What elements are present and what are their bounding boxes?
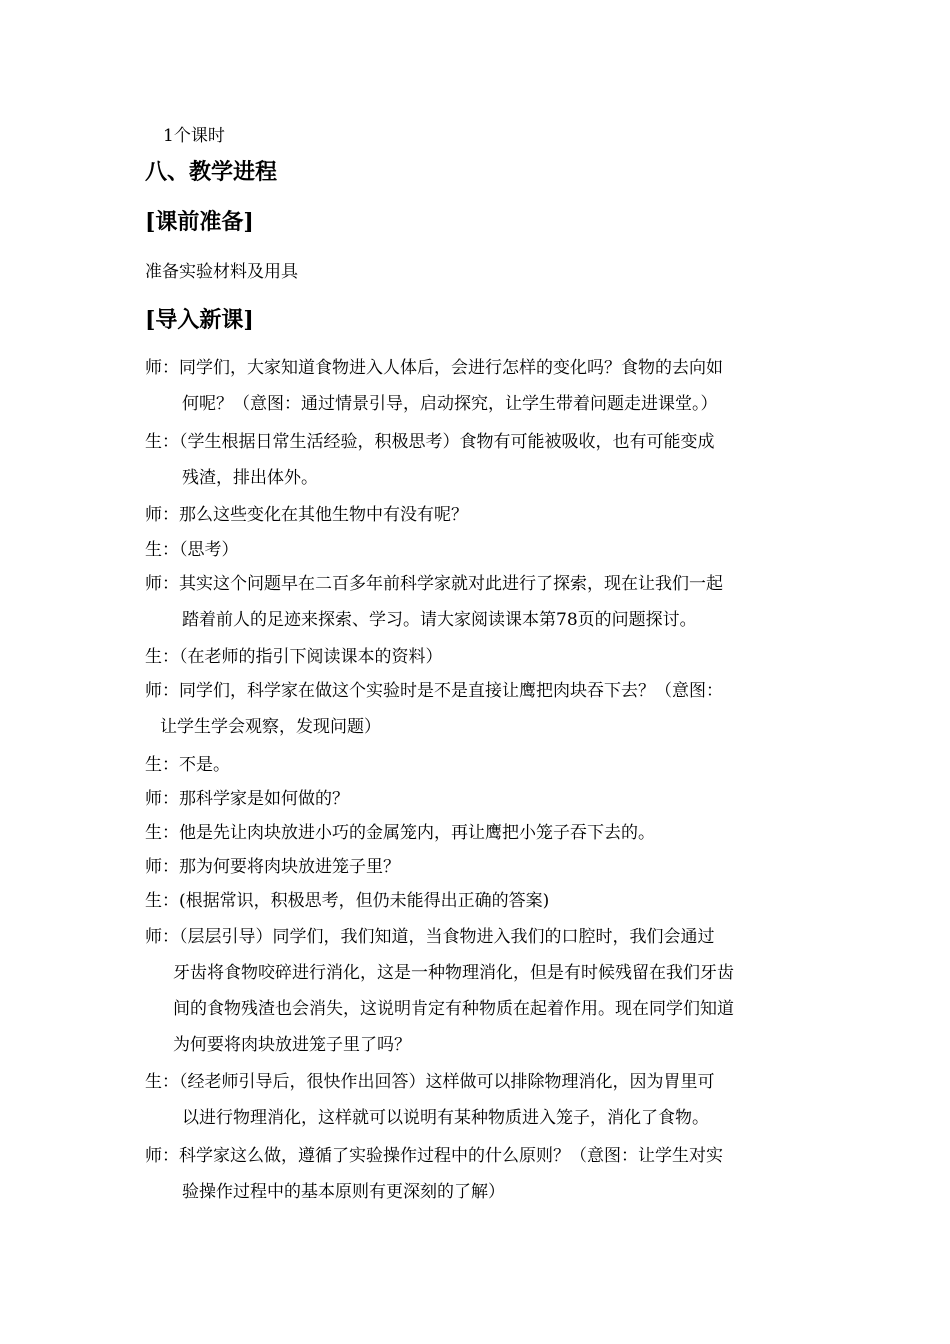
dialogue-line-continued: 让学生学会观察，发现问题）	[160, 717, 381, 737]
intro-heading: [导入新课]	[145, 307, 254, 333]
dialogue-line: 师：（层层引导）同学们，我们知道，当食物进入我们的口腔时，我们会通过	[145, 927, 715, 947]
dialogue-line: 师：同学们，大家知道食物进入人体后，会进行怎样的变化吗？食物的去向如	[145, 358, 723, 378]
dialogue-line: 师：那么这些变化在其他生物中有没有呢？	[145, 505, 468, 525]
lesson-duration: 1个课时	[163, 126, 225, 146]
prep-heading: [课前准备]	[145, 209, 254, 235]
dialogue-line-continued: 何呢？（意图：通过情景引导，启动探究，让学生带着问题走进课堂。）	[182, 394, 718, 414]
dialogue-line: 师：那为何要将肉块放进笼子里？	[145, 857, 400, 877]
dialogue-line: 生：不是。	[145, 755, 230, 775]
dialogue-line: 师：其实这个问题早在二百多年前科学家就对此进行了探索，现在让我们一起	[145, 574, 723, 594]
dialogue-line-continued: 验操作过程中的基本原则有更深刻的了解）	[182, 1182, 505, 1202]
dialogue-line: 师：同学们，科学家在做这个实验时是不是直接让鹰把肉块吞下去？（意图：	[145, 681, 723, 701]
dialogue-line-continued: 以进行物理消化，这样就可以说明有某种物质进入笼子，消化了食物。	[182, 1108, 709, 1128]
dialogue-line: 生：他是先让肉块放进小巧的金属笼内，再让鹰把小笼子吞下去的。	[145, 823, 655, 843]
prep-text: 准备实验材料及用具	[145, 262, 298, 282]
section-title: 八、教学进程	[145, 159, 278, 185]
dialogue-line: 生：（经老师引导后，很快作出回答）这样做可以排除物理消化，因为胃里可	[145, 1072, 715, 1092]
dialogue-line-continued: 牙齿将食物咬碎进行消化，这是一种物理消化，但是有时候残留在我们牙齿	[173, 963, 734, 983]
dialogue-line-continued: 间的食物残渣也会消失，这说明肯定有种物质在起着作用。现在同学们知道	[173, 999, 734, 1019]
dialogue-line-continued: 踏着前人的足迹来探索、学习。请大家阅读课本第78页的问题探讨。	[182, 610, 697, 630]
dialogue-line: 生：（思考）	[145, 540, 239, 560]
dialogue-line: 师：那科学家是如何做的？	[145, 789, 349, 809]
dialogue-line-continued: 为何要将肉块放进笼子里了吗？	[173, 1035, 411, 1055]
dialogue-line: 师：科学家这么做，遵循了实验操作过程中的什么原则？（意图：让学生对实	[145, 1146, 723, 1166]
dialogue-line: 生：(根据常识，积极思考，但仍未能得出正确的答案)	[145, 891, 550, 911]
dialogue-line: 生：（学生根据日常生活经验，积极思考）食物有可能被吸收，也有可能变成	[145, 432, 715, 452]
dialogue-line: 生：（在老师的指引下阅读课本的资料）	[145, 647, 443, 667]
dialogue-line-continued: 残渣，排出体外。	[182, 468, 318, 488]
